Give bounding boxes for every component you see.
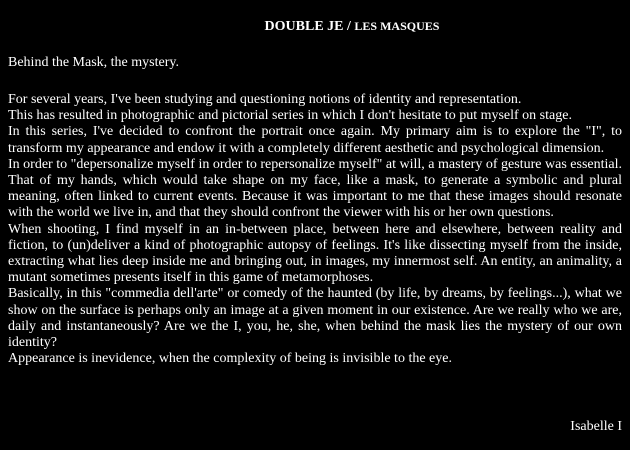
title-main: DOUBLE JE (264, 19, 344, 34)
page-title (0, 17, 630, 36)
paragraph: This has resulted in photographic and pictorial series in which I don't hesitate to put myself on stage. (8, 108, 572, 124)
paragraph: In order to "depersonalize myself in order to repersonalize myself" at will, a mastery of gesture was essential. That of my hands, which would take shape on my face, like a mask, to generate a symbolic and plural meaning, often linked to current events. Because it was important to me that these images should resonate with the world we live in, and that they should confront the viewer with his or her own questions. (8, 156, 622, 221)
paragraph: In this series, I've decided to confront the portrait once again. My primary aim is to explore the "I", to transform my appearance and endow it with a completely different aesthetic and psychological dimension. (8, 124, 622, 156)
paragraph: When shooting, I find myself in an in-between place, between here and elsewhere, between reality and fiction, to (un)deliver a kind of photographic autopsy of feelings. It's like dissecting myself from the inside, extracting what lies deep inside me and bringing out, in images, my innermost self. An entity, an animality, a mutant sometimes presents itself in this game of metamorphoses. (8, 221, 622, 286)
paragraph: For several years, I've been studying and questioning notions of identity and representation. (8, 92, 522, 107)
signature: Isabelle I (570, 419, 622, 434)
title-separator: / (343, 19, 355, 34)
body-text (8, 92, 622, 367)
lead-line: Behind the Mask, the mystery. (8, 55, 179, 70)
paragraph: Basically, in this "commedia dell'arte" or comedy of the haunted (by life, by dreams, by feelings...), what we show on the surface is perhaps only an image at a given moment in our existence. Are we really who we are, daily and instantaneously? Are we the I, you, he, she, when behind the mask lies the mystery of our own identity? (8, 286, 622, 351)
paragraph: Appearance is inevidence, when the complexity of being is invisible to the eye. (8, 351, 452, 367)
title-subtitle: LES MASQUES (354, 19, 440, 33)
